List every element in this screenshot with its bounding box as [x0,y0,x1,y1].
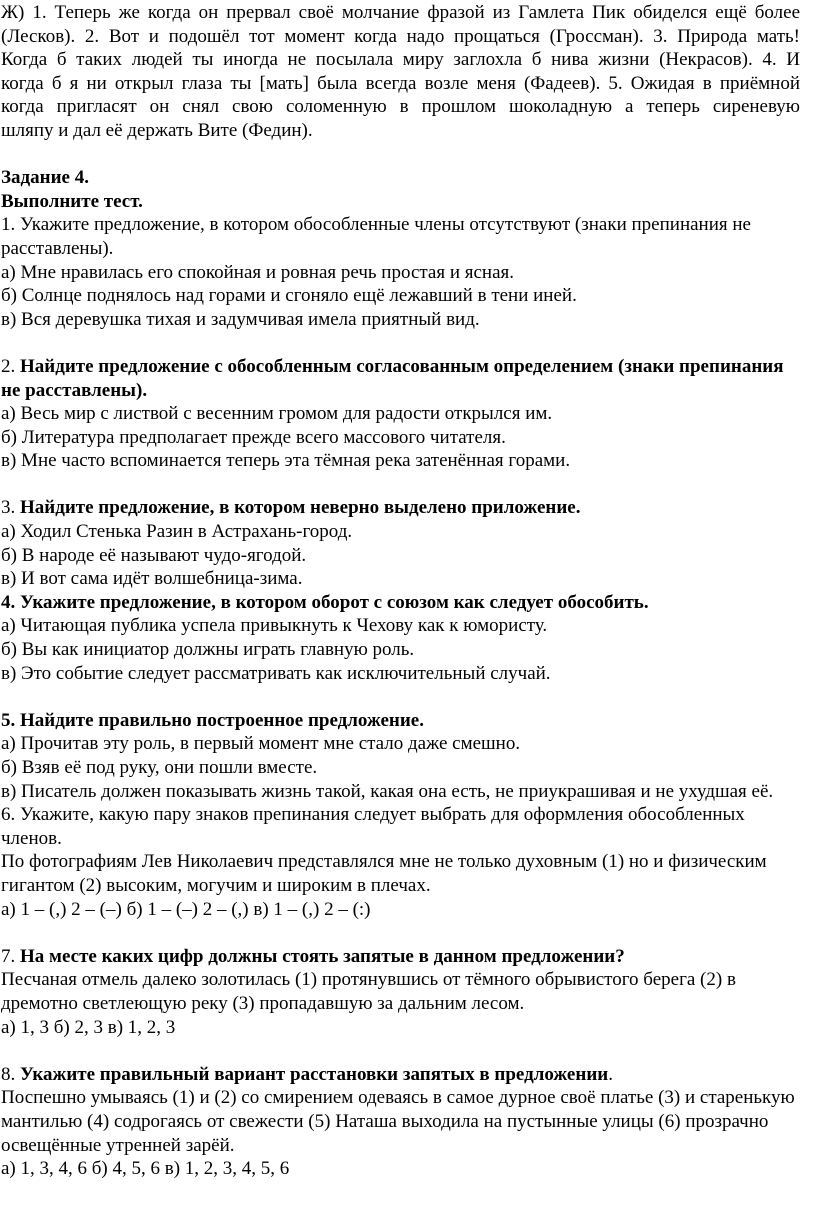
intro-line: когда б я ни открыл глаза ты [мать] была всегда возле меня (Фадеев). 5. Ожидая в приёмной [1,72,800,94]
question-number: 7. [1,945,20,967]
question-number: 3. [1,497,20,519]
answer-option-c: в) Это событие следует рассматривать как исключительный случай. [1,662,551,684]
question-number: 2. [1,355,20,377]
question-4 [1,591,800,685]
answer-option-c: в) Вся деревушка тихая и задумчивая имела приятный вид. [1,308,480,330]
intro-line: Ж) 1. Теперь же когда он прервал своё молчание фразой из Гамлета Пик обиделся ещё более [1,2,800,23]
question-text [1,496,800,520]
answer-option-b: б) Вы как инициатор должны играть главную роль. [1,639,415,661]
question-1 [1,213,800,331]
intro-paragraph [1,0,800,143]
question-8 [1,1063,800,1181]
answer-options: а) 1 – (,) 2 – (–) б) 1 – (–) 2 – (,) в) 1 – (,) 2 – (:) [1,898,371,920]
spacer [1,921,800,945]
question-5 [1,709,800,803]
question-text [1,945,800,969]
question-text: 5. Найдите правильно построенное предложение. [1,709,424,731]
answer-option-a: а) Читающая публика успела привыкнуть к Чехову как к юмористу. [1,615,548,637]
spacer [1,473,800,497]
question-prompt: На месте каких цифр должны стоять запятые в данном предложении? [20,945,625,967]
question-text: 4. Укажите предложение, в котором оборот с союзом как следует обособить. [1,591,649,613]
question-prompt: Найдите предложение с обособленным согласованным определением (знаки препинания не расставлены). [1,355,784,401]
intro-line: (Лесков). 2. Вот и подошёл тот момент когда надо прощаться (Гроссман). 3. Природа мать! [1,25,800,47]
question-sentence: Поспешно умываясь (1) и (2) со смирением одеваясь в самое дурное своё платье (3) и старенькую мантилью (4) содрогаясь от свежести (5) Наташа выходила на пустынные улицы (6) прозрачно освещённые утренней зарёй. [1,1087,795,1156]
answer-option-b: б) Солнце поднялось над горами и сгоняло ещё лежавший в тени иней. [1,285,577,307]
answer-options: а) 1, 3, 4, 6 б) 4, 5, 6 в) 1, 2, 3, 4, 5, 6 [1,1158,290,1180]
task-title: Задание 4. [1,167,89,189]
question-2 [1,355,800,473]
question-text [1,1063,800,1087]
answer-option-a: а) Прочитав эту роль, в первый момент мне стало даже смешно. [1,733,521,755]
spacer [1,1039,800,1063]
question-text: 1. Укажите предложение, в котором обособленные члены отсутствуют (знаки препинания не расставлены). [1,214,751,259]
question-sentence: По фотографиям Лев Николаевич представлялся мне не только духовным (1) но и физическим гигантом (2) высоким, могучим и широким в плечах. [1,851,767,896]
answer-option-a: а) Мне нравилась его спокойная и ровная речь простая и ясная. [1,261,515,283]
question-prompt: Укажите правильный вариант расстановки запятых в предложении [20,1063,609,1085]
answer-option-a: а) Ходил Стенька Разин в Астрахань-город. [1,521,353,543]
question-7 [1,945,800,1039]
answer-options: а) 1, 3 б) 2, 3 в) 1, 2, 3 [1,1016,176,1038]
answer-option-c: в) Мне часто вспоминается теперь эта тёмная река затенённая горами. [1,450,571,472]
intro-line: когда пригласят он снял свою соломенную в прошлом шоколадную а теперь сиреневую [1,96,800,118]
question-text [1,355,800,402]
question-prompt: Найдите предложение, в котором неверно выделено приложение. [20,497,581,519]
question-text: 6. Укажите, какую пару знаков препинания следует выбрать для оформления обособленных членов. [1,804,745,849]
answer-option-b: б) В народе её называют чудо-ягодой. [1,544,307,566]
question-sentence: Песчаная отмель далеко золотилась (1) протянувшись от тёмного обрывистого берега (2) в дремотно светлеющую реку (3) пропадавшую за дальним лесом. [1,969,736,1014]
answer-option-a: а) Весь мир с листвой с весенним громом для радости открылся им. [1,403,553,425]
question-period: . [608,1063,613,1085]
task-subtitle: Выполните тест. [1,190,143,212]
question-6 [1,803,800,921]
answer-option-b: б) Литература предполагает прежде всего массового читателя. [1,426,506,448]
spacer [1,143,800,167]
intro-line: шляпу и дал её держать Вите (Федин). [1,119,313,141]
question-number: 8. [1,1063,20,1085]
question-3 [1,496,800,590]
spacer [1,685,800,709]
intro-line: Когда б таких людей ты иногда не посылала миру заглохла б нива жизни (Некрасов). 4. И [1,49,800,71]
answer-option-c: в) Писатель должен показывать жизнь такой, какая она есть, не приукрашивая и не ухудшая её. [1,780,774,802]
spacer [1,331,800,355]
answer-option-b: б) Взяв её под руку, они пошли вместе. [1,757,318,778]
answer-option-c: в) И вот сама идёт волшебница-зима. [1,568,303,590]
